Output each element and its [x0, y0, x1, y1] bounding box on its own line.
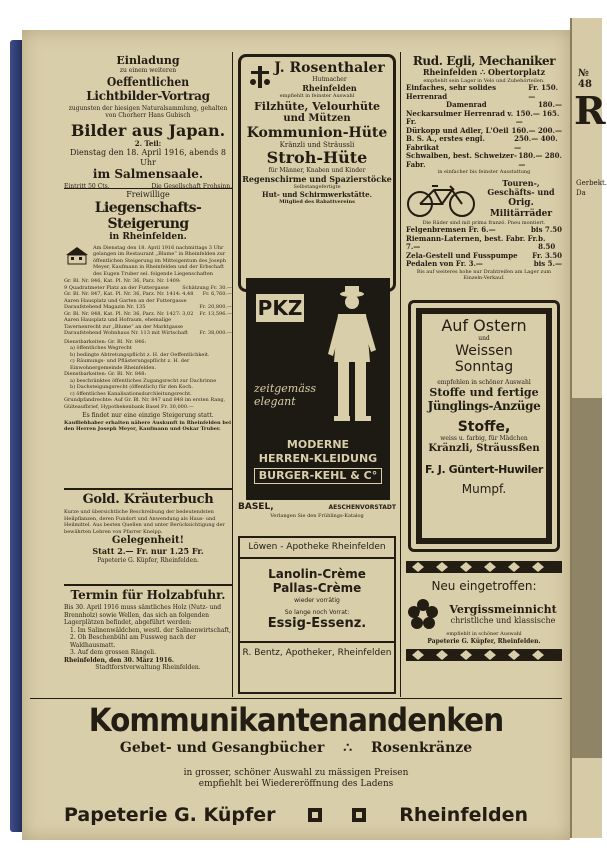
holzabfuhr-body: Bis 30. April 1916 muss sämtliches Holz (Nutz- und Brennholz) sowie Wellen, das sich an folgenden Lagerplätzen befindet, abgeführt werden: [64, 604, 222, 626]
loewen-avail: wieder vorrätig [294, 597, 340, 604]
divider [64, 188, 232, 189]
egli-alt: in einfacher bis feinster Ausstattung [437, 169, 531, 175]
ad-egli [406, 54, 562, 298]
pkz-line-3: BURGER-KEHL & C° [254, 468, 382, 484]
neu-line-2: christliche und klassische [450, 615, 556, 625]
pkz-slogan-1: zeitgemäss [254, 382, 317, 395]
egli-touren: Touren-, Geschäfts- und [487, 177, 555, 197]
steigerung-items [64, 278, 232, 337]
neu-title: Neu eingetroffen: [431, 579, 537, 593]
steigerung-item: Daraufstehend Magazin Nr. 135 Fr. 20,800.— [64, 304, 232, 310]
holzabfuhr-org: Stadtforstverwaltung Rheinfelden. [95, 664, 201, 671]
banner-line-1: in grosser, schöner Auswahl zu mässigen Preisen [183, 768, 409, 778]
egli-zubehoer: Pedalen von Fr. 3.— bis 5.— [406, 259, 562, 268]
egli-zubehoer: Riemann-Laternen, best. Fabr. Fr. 7.— b. 8.50 [406, 233, 556, 251]
ornament-border-top [406, 561, 562, 573]
guentert-s2: Jünglings-Anzüge [427, 399, 541, 413]
egli-p1b: 180.— [537, 100, 562, 109]
pkz-catalog: Verlangen Sie den Frühlings-Katalog [270, 513, 364, 519]
holzabfuhr-item: 3. Auf dem grossen Rängeli. [70, 649, 156, 656]
loewen-header: Löwen - Apotheke Rheinfelden [240, 538, 394, 559]
einladung-title-1: Oeffentlichen [106, 74, 190, 89]
einladung-entry: Eintritt 50 Cts. [64, 183, 110, 190]
einladung-sub: zu einem weiteren [119, 67, 177, 74]
facing-page-initial: R [574, 88, 606, 133]
ornament-icon [352, 808, 366, 822]
egli-zubehoer: Felgenbremsen Fr. 6.— bis 7.50 [406, 225, 562, 234]
steigerung-dienst2: Dienstbarkeiten: Gr. Bl. Nr. 848: [64, 371, 147, 377]
rosenthaler-line-6: Stroh-Hüte [266, 148, 368, 167]
ad-kommunikantenandenken [30, 702, 562, 836]
steigerung-dienst2-item: a) beschränktes öffentliches Zugangsrecht zur Dachrinne [70, 377, 217, 384]
steigerung-item: Gr. Bl. Nr. 846, Kat. Pl. Nr. 36, Parz. Nr. 1409: [64, 278, 181, 284]
loewen-product-2: Pallas-Crème [272, 581, 362, 595]
einladung-org: Die Gesellschaft Frohsinn. [151, 183, 232, 190]
facing-page-text: Gerbekt. Da [576, 179, 607, 197]
rosenthaler-name: J. Rosenthaler [274, 60, 385, 76]
ad-holzabfuhr [64, 588, 232, 696]
divider [64, 584, 232, 586]
steigerung-dienst1-item: a) öffentliches Wegrecht [70, 345, 132, 351]
steigerung-item: Gr. Bl. Nr. 847, Kat. Pl. Nr. 36, Parz. Nr. 1414: 4,48 Aaren Hausplatz und Garten an der Futtergasse Fr. 6,760.— [64, 291, 232, 304]
ad-liegenschafts-steigerung [64, 190, 232, 488]
rosenthaler-line-7: für Männer, Knaben und Kinder [268, 167, 366, 174]
steigerung-dienst2-item: c) öffentliches Kanalisationsdurchleitungsrecht. [70, 390, 192, 397]
steigerung-item: 9 Quadratmeter Platz an der Futtergasse Schätzung Fr. 30.— [64, 284, 232, 291]
rosenthaler-trade: Hutmacher [312, 76, 347, 83]
holzabfuhr-date: Rheinfelden, den 30. März 1916. [64, 656, 175, 664]
ornament-icon [308, 808, 322, 822]
gentleman-illustration [324, 284, 380, 424]
steigerung-pfand: Grundpfandrechte: Auf Gr. Bl. Nr. 847 und 848 im ersten Rang, Gülteaufbrief, Hypothekenbank Basel Fr. 30,000.— [64, 397, 226, 410]
pkz-logo: PKZ [257, 296, 303, 320]
pkz-city: BASEL, [238, 502, 274, 512]
egli-zubehoer: Zela-Gestell und Fusspumpe Fr. 3.50 [406, 250, 562, 260]
banner-line-2: empfiehlt bei Wiedereröffnung des Ladens [198, 779, 394, 789]
kraeuterbuch-seller: Papeterie G. Küpfer, Rheinfelden. [97, 556, 199, 564]
rosenthaler-line-11: Mitglied des Rabattvereins [279, 199, 355, 205]
kraeuterbuch-body: Kurze und übersichtliche Beschreibung der bedeutendsten Heilpflanzen, deren Fundort und Anwendung als Haus- und Heilmittel. Aus besten Quellen und unter Berücksichtigung der bewährten Lehren von Pfarrer Kneipp. [64, 509, 225, 535]
pkz-address [238, 502, 396, 534]
steigerung-dienst1-item: b) bedingte Abtretungspflicht z. H. der Oeffentlichkeit. [70, 351, 210, 358]
neu-line-3: empfiehlt in schöner Auswahl [446, 631, 522, 637]
einladung-part: 2. Teil: [134, 138, 162, 148]
kraeuterbuch-gelegenheit: Gelegenheit! [111, 535, 185, 546]
guentert-s4: weiss u. farbig, für Mädchen [440, 435, 528, 442]
rosenthaler-line-2: Filzhüte, Velourhüte [253, 99, 381, 113]
banner-footer-right: Rheinfelden [399, 804, 528, 826]
egli-sep: ∴ [480, 67, 486, 77]
steigerung-kicker: Freiwillige [126, 190, 170, 199]
egli-footer: Bis auf weiteres hohe nur Drahtreifen am Lager zum Einzeln-Verkauf. [416, 268, 552, 281]
pkz-line-2: HERREN-KLEIDUNG [258, 452, 378, 465]
column-rule [232, 52, 233, 697]
egli-intro: empfiehlt sein Lager in Velo und Zubehörteilen. [423, 77, 545, 84]
facing-page-edge [570, 18, 607, 838]
rosenthaler-line-1: empfiehlt in feinster Auswahl [279, 93, 355, 99]
einladung-topic: Bilder aus Japan. [70, 120, 226, 140]
egli-s1b: Damenrad [446, 100, 487, 109]
steigerung-dienst2-item: b) Dachsteigungsrecht (öffentlich) für den Koch. [70, 384, 193, 390]
kraeuterbuch-title: Gold. Kräuterbuch [82, 492, 214, 507]
ad-guentert [408, 300, 560, 552]
row-rule [30, 698, 562, 699]
egli-row: B. S. A., erstes engl. Fabrikat 250.— 400.— [406, 134, 558, 152]
pkz-line-1: MODERNE [286, 438, 350, 451]
facing-page-image [572, 398, 602, 758]
egli-row: Dürkopp und Adler, L'Oeil 160.— 200.— [406, 125, 562, 135]
guentert-h1: Auf Ostern [441, 316, 527, 335]
steigerung-item: Daraufstehend Wohnhaus Nr. 113 mit Wirtschaft Fr. 38,000.— [64, 330, 232, 336]
loewen-stock: So lange noch Vorrat: [284, 608, 350, 616]
steigerung-note: Es findet nur eine einzige Steigerung statt. [82, 412, 214, 419]
pkz-street: AESCHENVORSTADT [328, 504, 396, 511]
egli-militaer: Orig. Militärräder [489, 197, 553, 219]
ad-rosenthaler [238, 54, 396, 292]
banner-title: Kommunikantenandenken [88, 701, 504, 739]
egli-city: Rheinfelden [422, 67, 478, 77]
newspaper-page [22, 30, 570, 840]
rosenthaler-line-8: Regenschirme und Spazierstöcke [242, 173, 392, 184]
steigerung-dienst1-item: c) Räumungs- und Pflästerungspflicht z. H. der Einwohnergemeinde Rheinfelden. [70, 358, 190, 371]
einladung-date: Dienstag den 18. April 1916, abends 8 Uhr [70, 148, 226, 167]
rosenthaler-line-10: Hut- und Schirmwerkstätte. [261, 189, 373, 199]
steigerung-city: in Rheinfelden. [109, 231, 187, 242]
steigerung-item: Gr. Bl. Nr. 848, Kat. Pl. Nr. 36, Parz. Nr. 1427: 3,02 Aaren Hausplatz und Hofraum, ehemalige Tavernenrecht zur „Blume“ an der Marktgasse Fr. 13,596.— [64, 310, 232, 330]
egli-row: Neckarsulmer Herrenrad v. Fr. 150.— 165.— [406, 108, 560, 126]
guentert-s3: Stoffe, [457, 419, 511, 435]
steigerung-contact: Kaufliebhaber erhalten nähere Auskunft in Rheinfelden bei den Herren Joseph Meyer, Kaufmann und Oskar Truber. [64, 419, 231, 432]
banner-sub-1: Gebet- und Gesangbücher [119, 740, 325, 756]
divider [64, 488, 232, 490]
rosenthaler-line-3: und Mützen [283, 112, 351, 124]
kraeuterbuch-price: Statt 2.— Fr. nur 1.25 Fr. [92, 546, 204, 556]
ad-loewen-apotheke [238, 536, 396, 694]
steigerung-dienst1: Dienstbarkeiten: Gr. Bl. Nr. 846: [64, 338, 147, 345]
guentert-s1: Stoffe und fertige [429, 386, 539, 399]
egli-p1: Fr. 150.— [528, 83, 559, 101]
flower-icon [406, 597, 440, 631]
loewen-product-3: Essig-Essenz. [267, 616, 367, 631]
ad-einladung [64, 54, 232, 188]
einladung-body: zugunsten der hiesigen Naturalsammlung, gehalten von Chorherr Hans Gubisch [68, 104, 228, 119]
bicycle-icon [406, 180, 476, 218]
ad-pkz [246, 278, 390, 500]
holzabfuhr-title: Termin für Holzabfuhr. [70, 588, 226, 602]
einladung-title-2: Lichtbilder-Vortrag [86, 88, 210, 103]
guentert-und: und [478, 335, 490, 342]
banner-sep: ∴ [343, 740, 353, 756]
egli-name: Rud. Egli, Mechaniker [412, 54, 556, 68]
neu-seller: Papeterie G. Küpfer, Rheinfelden. [427, 637, 541, 645]
banner-footer-left: Papeterie G. Küpfer [64, 804, 276, 826]
egli-note: Die Räder sind mit prima franzö. Pneu montiert. [422, 219, 546, 226]
egli-row: Schwalben, best. Schweizer-Fabr. 180.— 280.— [406, 151, 562, 169]
column-rule [400, 52, 401, 697]
ornament-border-bottom [406, 649, 562, 661]
rosenthaler-line-4: Kommunion-Hüte [246, 124, 388, 141]
guentert-city: Mumpf. [461, 481, 507, 496]
rosenthaler-city: Rheinfelden [302, 82, 357, 93]
egli-s1: Einfaches, sehr solides Herrenrad [406, 83, 497, 101]
rosenthaler-line-5: Kränzli und Sträussli [279, 140, 355, 149]
holzabfuhr-item: 1. Im Salinenwäldchen, westl. der Salinenwirtschaft, [70, 626, 231, 634]
steigerung-intro: Am Dienstag den 18. April 1916 nachmittags 3 Uhr gelangen im Restaurant „Blume“ in Rheinfelden zur öffentlichen Steigerung im Mitteigentum des Joseph Meyer, Kaufmann in Rheinfelden und der Erbschaft des Eugen Truber sel. folgende Liegenschaften [93, 244, 226, 277]
guentert-s5: Kränzli, Sträussßen [428, 442, 540, 454]
guentert-intro: empfehlen in schöner Auswahl [437, 378, 531, 386]
einladung-kicker: Einladung [116, 54, 180, 67]
guentert-h2: Weissen Sonntag [454, 342, 514, 375]
hat-emblem-icon [249, 64, 271, 90]
neu-line-1: Vergissmeinnicht [449, 602, 557, 616]
pkz-slogan-2: elegant [254, 395, 296, 408]
loewen-product-1: Lanolin-Crème [268, 567, 366, 581]
guentert-firm: F. J. Güntert-Huwiler [425, 462, 543, 476]
rosenthaler-line-9: Selbstangefertigte [293, 184, 341, 190]
house-icon [64, 245, 90, 265]
ad-neu-eingetroffen [406, 558, 562, 696]
steigerung-title: Liegenschafts-Steigerung [94, 199, 202, 232]
einladung-place: im Salmensaale. [92, 167, 204, 181]
loewen-owner: R. Bentz, Apotheker, Rheinfelden [240, 641, 394, 664]
facing-page-number: № 48 [578, 68, 592, 90]
egli-street: Obertorplatz [488, 67, 546, 77]
ad-kraeuterbuch [64, 492, 232, 584]
banner-sub-2: Rosenkränze [371, 740, 473, 756]
holzabfuhr-item: 2. Ob Beschenbühl am Fussweg nach der Waldhausmatt. [70, 634, 196, 649]
